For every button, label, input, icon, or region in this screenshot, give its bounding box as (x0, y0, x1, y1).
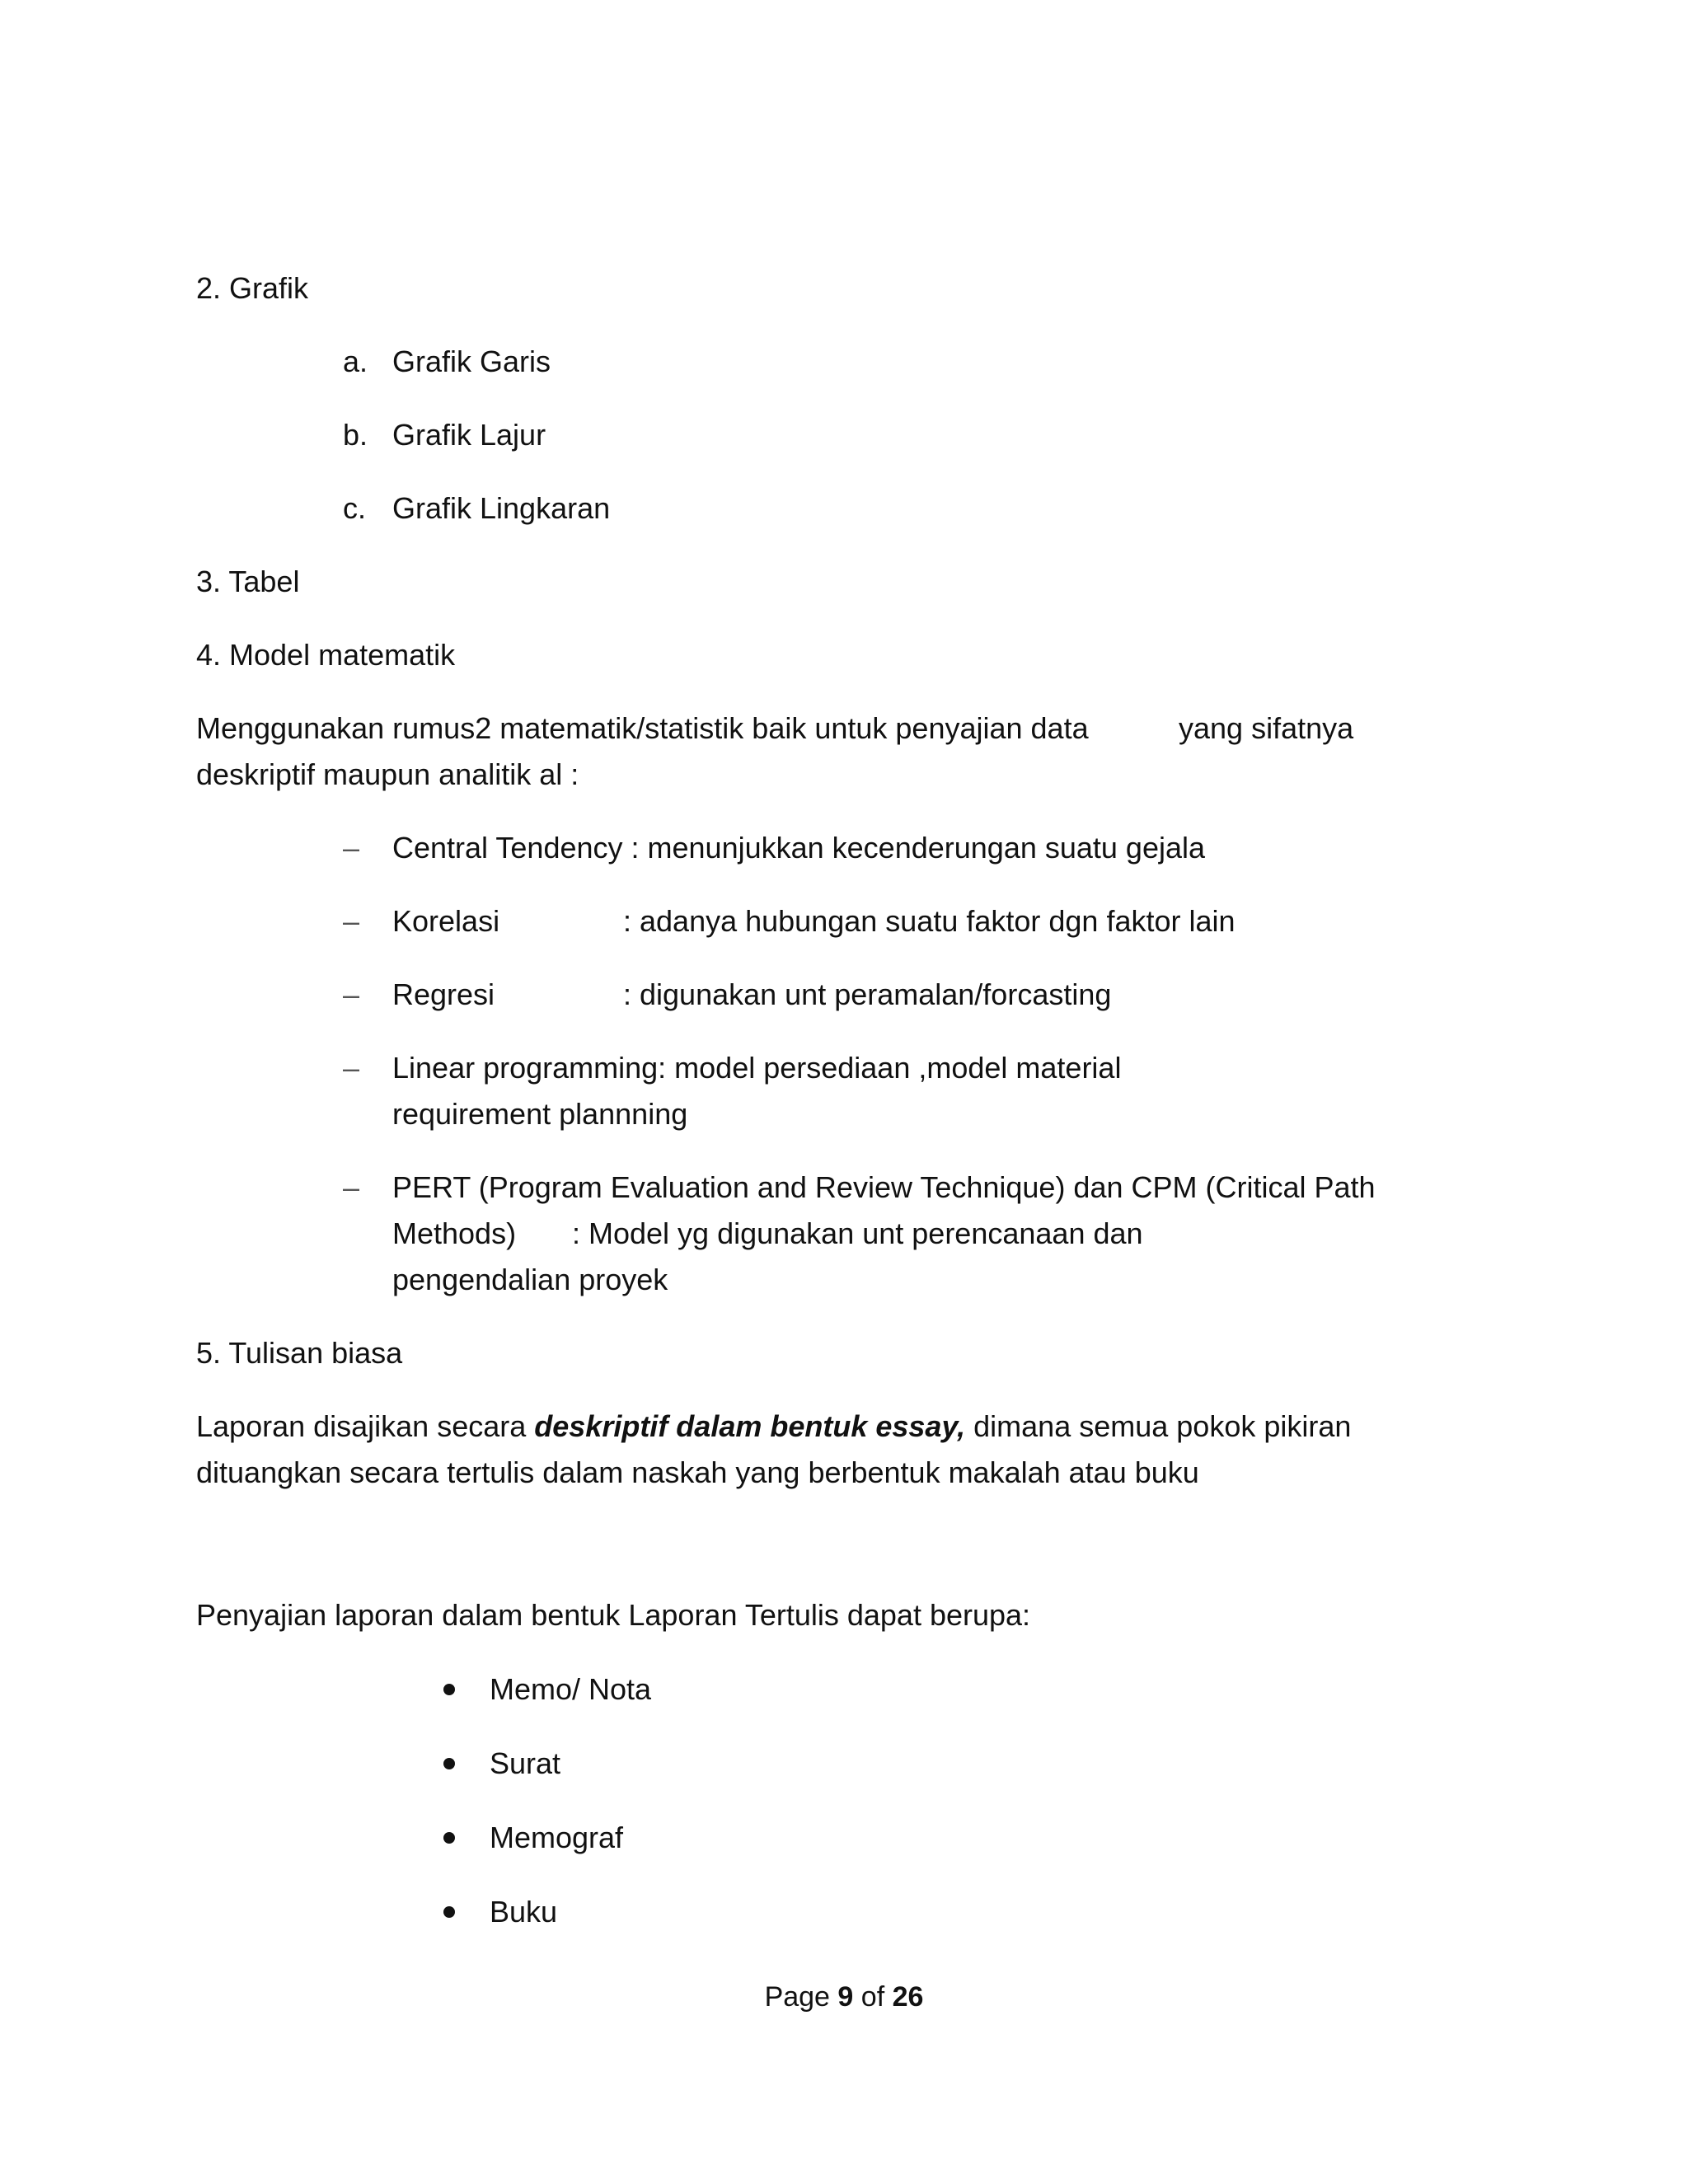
list-item: Methods) (392, 1216, 517, 1250)
paragraph-line: dituangkan secara tertulis dalam naskah yang berbentuk makalah atau buku (196, 1455, 1199, 1489)
paragraph-text: dimana semua pokok pikiran (965, 1409, 1352, 1443)
list-item-desc: : digunakan unt peramalan/forcasting (623, 977, 1112, 1011)
dash-marker: – (343, 1051, 360, 1085)
list-item: Memograf (490, 1821, 624, 1854)
section-heading-tulisan-biasa: 5. Tulisan biasa (196, 1336, 403, 1370)
paragraph-text: Laporan disajikan secara (196, 1409, 535, 1443)
section-heading-grafik: 2. Grafik (196, 271, 309, 305)
list-item: Surat (490, 1746, 561, 1780)
page-number: 9 (837, 1981, 854, 2013)
dash-marker: – (343, 977, 360, 1011)
list-item: requirement plannning (392, 1097, 688, 1131)
list-item: Central Tendency : menunjukkan kecenderungan suatu gejala (392, 831, 1206, 865)
list-item: Grafik Garis (392, 344, 551, 378)
page-label: Page (764, 1981, 838, 2013)
list-item: Buku (490, 1895, 558, 1929)
bullet-icon (443, 1684, 455, 1695)
bullet-icon (443, 1906, 455, 1918)
list-item: pengendalian proyek (392, 1263, 668, 1296)
list-marker: c. (343, 491, 367, 525)
paragraph-line: Penyajian laporan dalam bentuk Laporan Tertulis dapat berupa: (196, 1598, 1031, 1632)
section-heading-model-matematik: 4. Model matematik (196, 638, 456, 672)
page-total: 26 (892, 1981, 924, 2013)
list-item-term: Regresi (392, 977, 495, 1011)
paragraph-line (196, 1404, 1351, 1450)
paragraph-line: deskriptif maupun analitik al : (196, 757, 579, 791)
list-item: Memo/ Nota (490, 1672, 652, 1706)
page-of-label: of (853, 1981, 893, 2013)
section-heading-tabel: 3. Tabel (196, 565, 300, 598)
list-item: Linear programming: model persediaan ,model material (392, 1051, 1122, 1085)
dash-marker: – (343, 831, 360, 865)
dash-marker: – (343, 1170, 360, 1204)
bullet-icon (443, 1832, 455, 1844)
page-footer (0, 1976, 1688, 2018)
list-marker: b. (343, 418, 368, 452)
emphasis-text: deskriptif dalam bentuk essay, (534, 1409, 966, 1443)
paragraph-line: Menggunakan rumus2 matematik/statistik baik untuk penyajian data (196, 711, 1089, 745)
paragraph-line: yang sifatnya (1179, 711, 1354, 745)
list-item-term: Korelasi (392, 904, 500, 938)
list-item: Grafik Lajur (392, 418, 546, 452)
list-item: PERT (Program Evaluation and Review Technique) dan CPM (Critical Path (392, 1170, 1376, 1204)
list-marker: a. (343, 344, 368, 378)
list-item: : Model yg digunakan unt perencanaan dan (572, 1216, 1143, 1250)
bullet-icon (443, 1758, 455, 1769)
dash-marker: – (343, 904, 360, 938)
list-item: Grafik Lingkaran (392, 491, 611, 525)
list-item-desc: : adanya hubungan suatu faktor dgn faktor lain (623, 904, 1236, 938)
